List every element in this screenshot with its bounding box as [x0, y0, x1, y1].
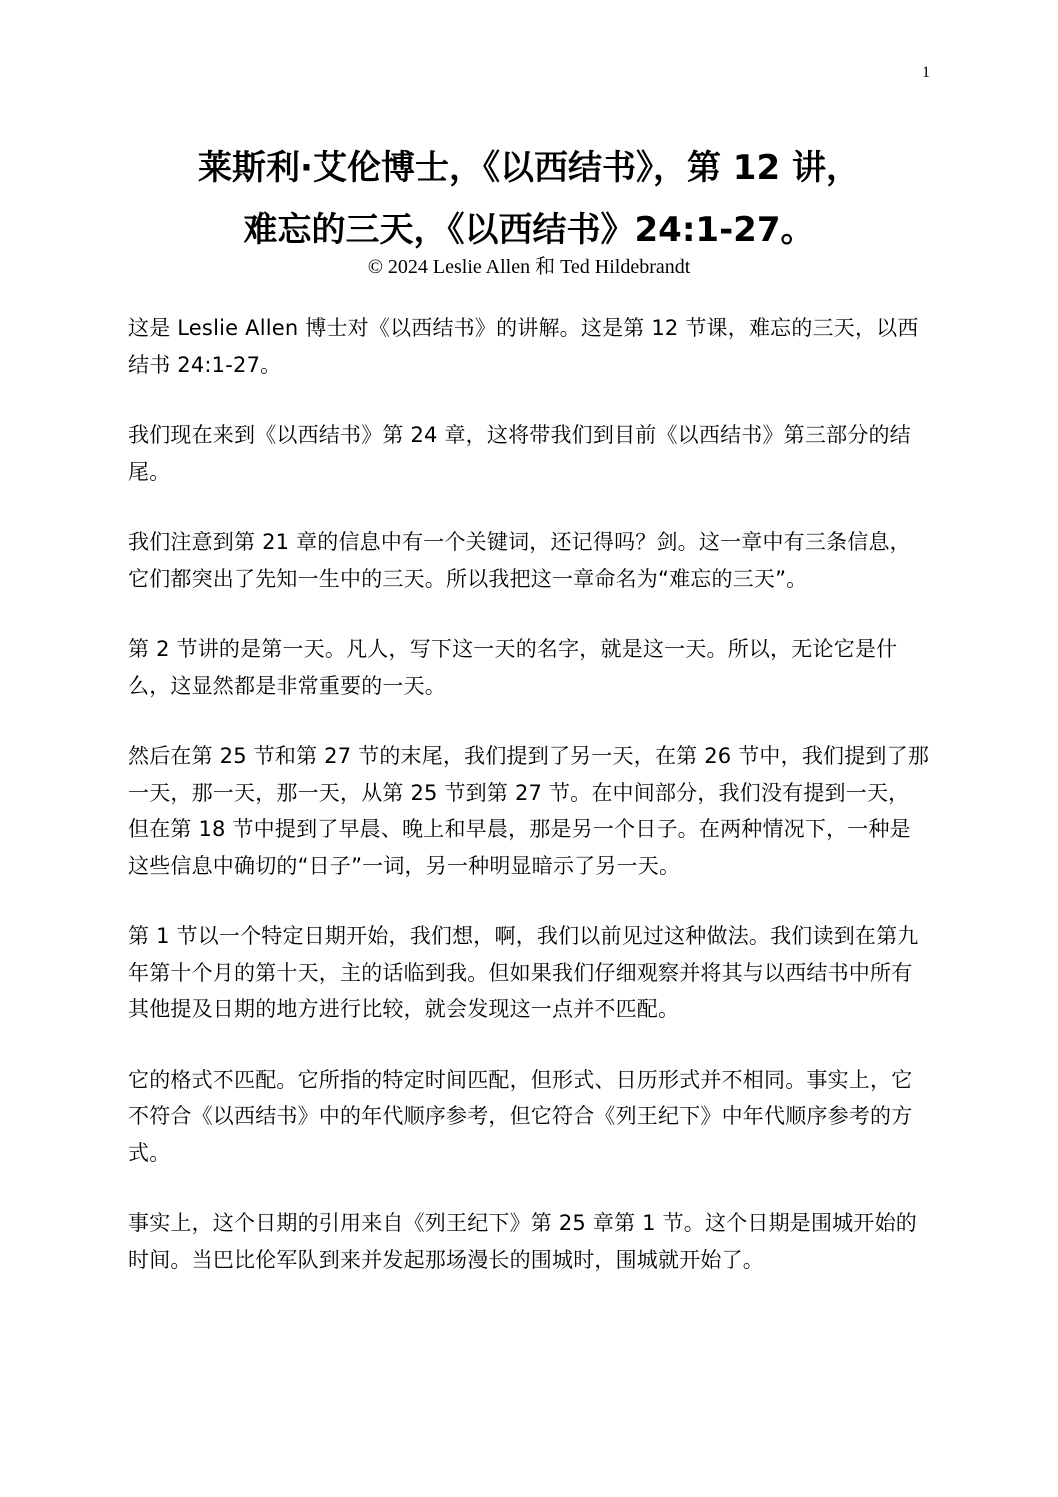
title-line-1: 莱斯利·艾伦博士，《以西结书》，第 12 讲， [198, 148, 860, 188]
document-title [0, 137, 1058, 261]
paragraph: 我们现在来到《以西结书》第 24 章，这将带我们到目前《以西结书》第三部分的结尾。 [128, 423, 911, 484]
page-number: 1 [922, 64, 930, 81]
paragraph: 第 2 节讲的是第一天。凡人，写下这一天的名字，就是这一天。所以，无论它是什么，这显然都是非常重要的一天。 [128, 637, 898, 698]
copyright-line: © 2024 Leslie Allen 和 Ted Hildebrandt [367, 256, 691, 278]
paragraph: 然后在第 25 节和第 27 节的末尾，我们提到了另一天，在第 26 节中，我们提到了那一天，那一天，那一天，从第 25 节到第 27 节。在中间部分，我们没有提到一天，但在第 18 节中提到了早晨、晚上和早晨，那是另一个日子。在两种情况下，一种是这些信息中确切的“日子”一词，另一种明显暗示了另一天。 [128, 744, 930, 878]
title-line-2: 难忘的三天，《以西结书》24:1-27。 [243, 210, 815, 250]
paragraph: 事实上，这个日期的引用来自《列王纪下》第 25 章第 1 节。这个日期是围城开始的时间。当巴比伦军队到来并发起那场漫长的围城时，围城就开始了。 [128, 1211, 917, 1272]
paragraph: 第 1 节以一个特定日期开始，我们想，啊，我们以前见过这种做法。我们读到在第九年第十个月的第十天，主的话临到我。但如果我们仔细观察并将其与以西结书中所有其他提及日期的地方进行比较，就会发现这一点并不匹配。 [128, 924, 919, 1021]
paragraph: 我们注意到第 21 章的信息中有一个关键词，还记得吗？剑。这一章中有三条信息，它们都突出了先知一生中的三天。所以我把这一章命名为“难忘的三天”。 [128, 530, 911, 591]
paragraph: 它的格式不匹配。它所指的特定时间匹配，但形式、日历形式并不相同。事实上，它不符合《以西结书》中的年代顺序参考，但它符合《列王纪下》中年代顺序参考的方式。 [128, 1067, 913, 1165]
body-text [128, 310, 930, 1312]
paragraph: 这是 Leslie Allen 博士对《以西结书》的讲解。这是第 12 节课，难忘的三天，以西结书 24:1-27。 [128, 316, 919, 377]
